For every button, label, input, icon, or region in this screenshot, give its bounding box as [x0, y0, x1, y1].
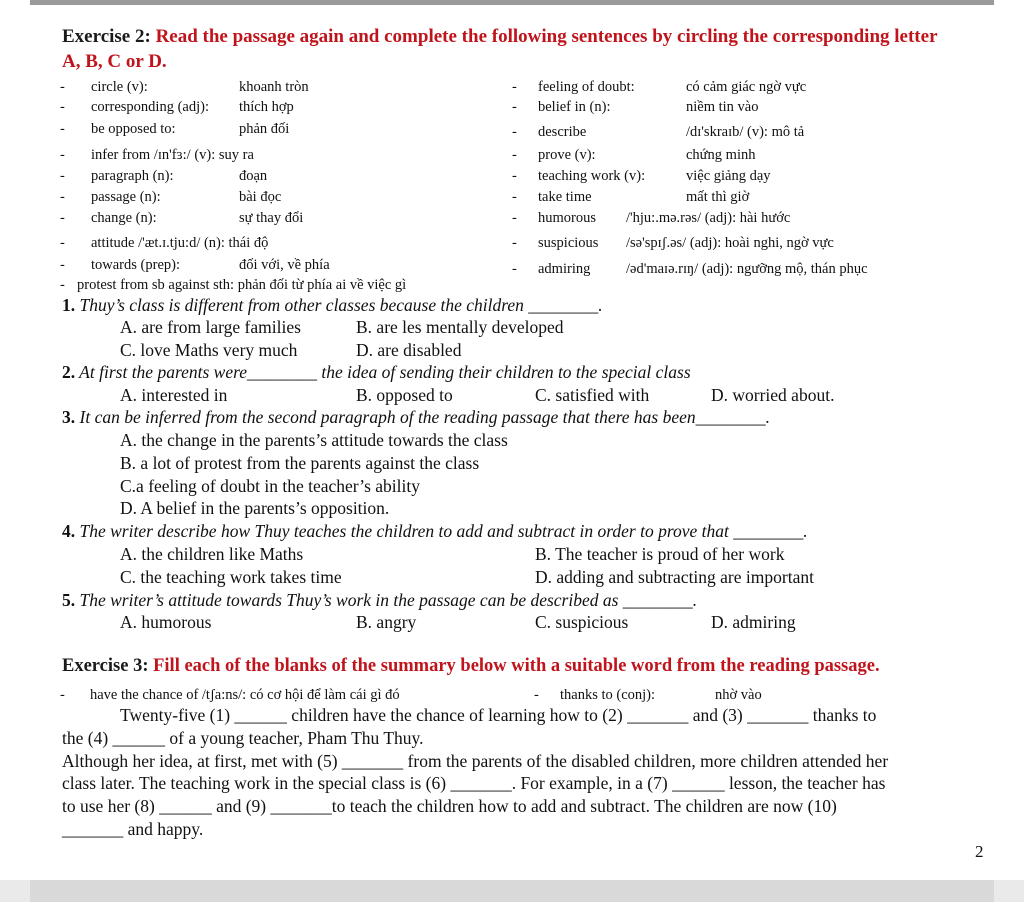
summary-line: _______ and happy. — [62, 819, 204, 839]
question-3-option-b[interactable]: B. a lot of protest from the parents against the class — [120, 453, 480, 473]
question-4-option-d[interactable]: D. adding and subtracting are important — [535, 567, 814, 587]
question-3-option-a[interactable]: A. the change in the parents’s attitude towards the class — [120, 430, 508, 450]
exercise-2-instruction-cont: A, B, C or D. — [62, 51, 167, 72]
exercise-3-label: Exercise 3: — [62, 656, 149, 676]
question-5-option-c[interactable]: C. suspicious — [535, 612, 629, 632]
question-1-option-d[interactable]: D. are disabled — [356, 340, 462, 360]
question-4-option-b[interactable]: B. The teacher is proud of her work — [535, 544, 785, 564]
question-4-option-a[interactable]: A. the children like Maths — [120, 544, 304, 564]
summary-line: class later. The teaching work in the special class is (6) _______. For example, in a (7) ______ lesson, the teacher has — [62, 773, 886, 793]
page-number: 2 — [975, 842, 984, 861]
question-1-option-c[interactable]: C. love Maths very much — [120, 340, 298, 360]
page-bottom-edge — [0, 880, 1024, 902]
exercise-2-label: Exercise 2: — [62, 26, 151, 47]
question-1-option-b[interactable]: B. are les mentally developed — [356, 317, 564, 337]
summary-line: Although her idea, at first, met with (5) _______ from the parents of the disabled children, more children attended her — [62, 751, 889, 771]
question-2-option-b[interactable]: B. opposed to — [356, 385, 453, 405]
question-2-option-d[interactable]: D. worried about. — [711, 385, 835, 405]
question-4: 4. The writer describe how Thuy teaches the children to add and subtract in order to prove that ________. — [62, 521, 808, 541]
summary-line: to use her (8) ______ and (9) _______to teach the children how to add and subtract. The children are now (10) — [62, 796, 837, 816]
question-3: 3. It can be inferred from the second paragraph of the reading passage that there has been________. — [62, 407, 771, 427]
exercise-2-title — [62, 26, 938, 48]
question-1-option-a[interactable]: A. are from large families — [120, 317, 301, 337]
question-2-option-a[interactable]: A. interested in — [120, 385, 228, 405]
question-5-option-a[interactable]: A. humorous — [120, 612, 212, 632]
question-5-option-b[interactable]: B. angry — [356, 612, 417, 632]
question-4-option-c[interactable]: C. the teaching work takes time — [120, 567, 342, 587]
question-3-option-d[interactable]: D. A belief in the parents’s opposition. — [120, 498, 390, 518]
question-1: 1. Thuy’s class is different from other classes because the children ________. — [62, 295, 603, 315]
summary-line: Twenty-five (1) ______ children have the chance of learning how to (2) _______ and (3) _______ thanks to — [120, 705, 877, 725]
page-top-border — [30, 0, 994, 5]
exercise-3-instruction: Fill each of the blanks of the summary below with a suitable word from the reading passage. — [148, 656, 880, 676]
question-3-option-c[interactable]: C.a feeling of doubt in the teacher’s ability — [120, 476, 421, 496]
question-5: 5. The writer’s attitude towards Thuy’s work in the passage can be described as ________. — [62, 590, 698, 610]
exercise-2-title-line2 — [62, 51, 167, 73]
exercise-2-instruction: Read the passage again and complete the following sentences by circling the corresponding letter — [150, 26, 938, 47]
summary-line: the (4) ______ of a young teacher, Pham Thu Thuy. — [62, 728, 424, 748]
question-2-option-c[interactable]: C. satisfied with — [535, 385, 650, 405]
question-5-option-d[interactable]: D. admiring — [711, 612, 796, 632]
exercise-3-title — [62, 656, 880, 677]
question-2: 2. At first the parents were________ the idea of sending their children to the special class — [62, 362, 691, 382]
